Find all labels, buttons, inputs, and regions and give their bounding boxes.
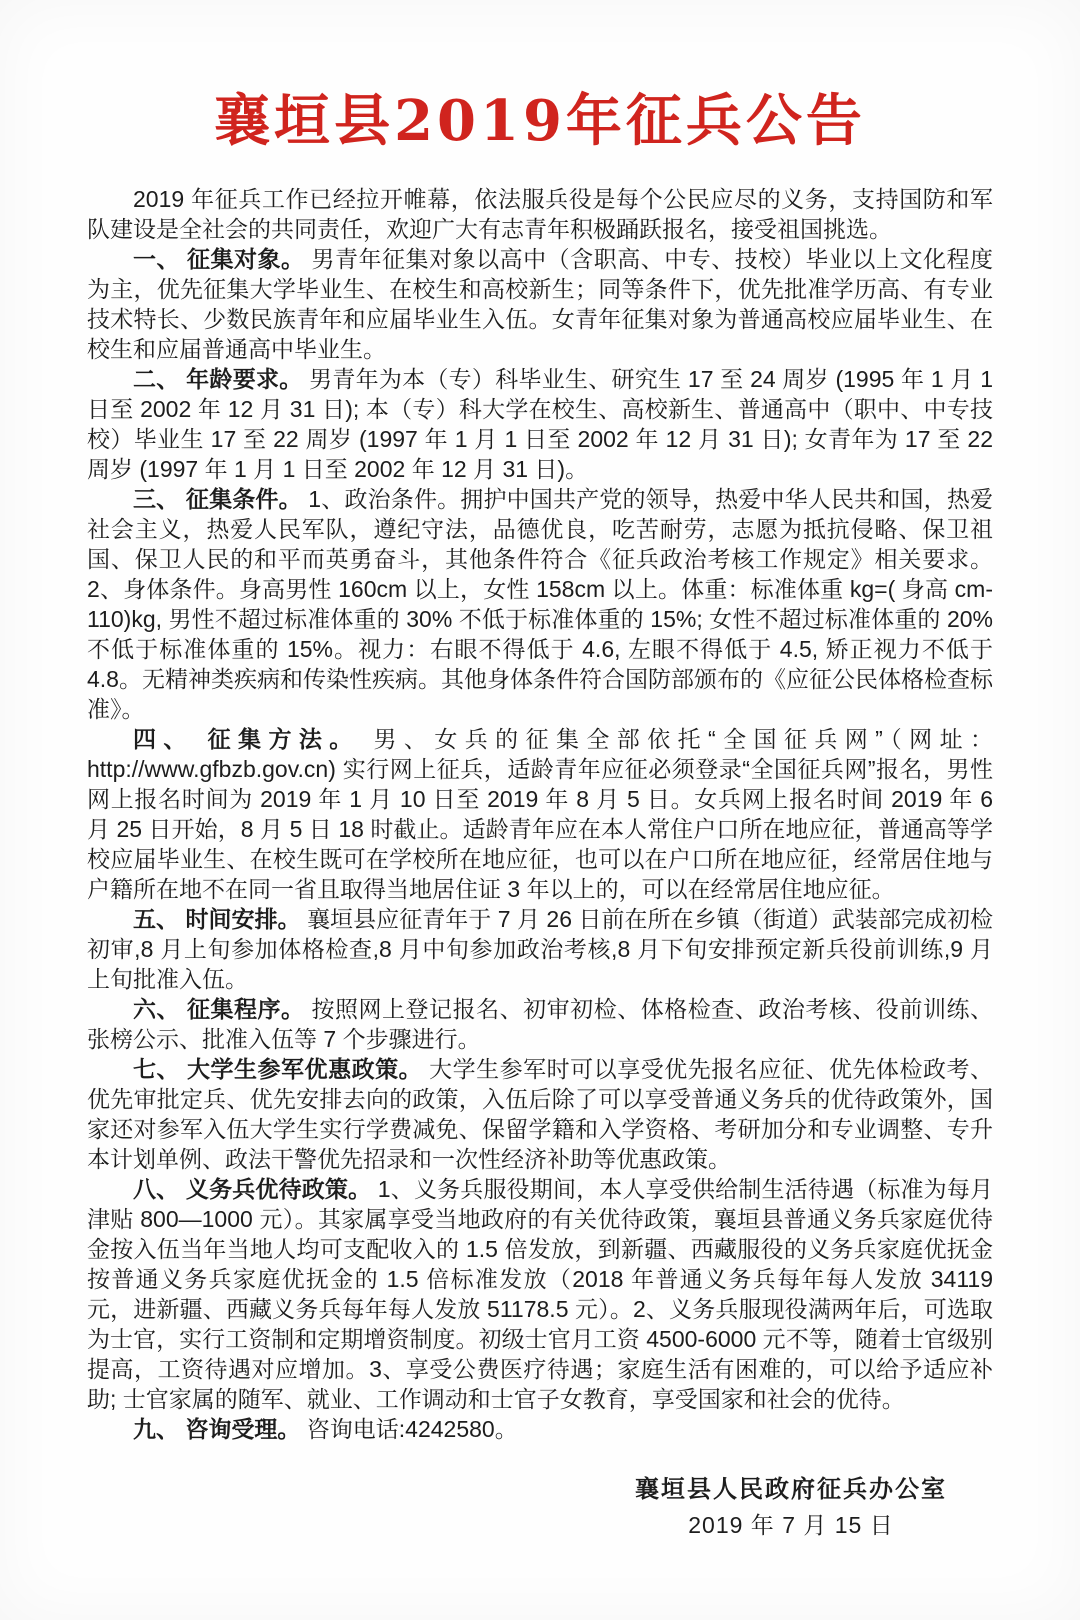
section-6-heading: 六、 征集程序。 bbox=[133, 996, 305, 1022]
paragraph-section-8 bbox=[87, 1174, 993, 1414]
paragraph-intro bbox=[87, 184, 993, 244]
paragraph-section-6 bbox=[87, 994, 993, 1054]
section-8-heading: 八、 义务兵优待政策。 bbox=[133, 1176, 372, 1202]
section-5-heading: 五、 时间安排。 bbox=[133, 906, 301, 932]
document-title: 襄垣县2019年征兵公告 bbox=[214, 88, 866, 154]
section-4-heading: 四、 征集方法。 bbox=[133, 726, 360, 752]
section-1-text: 男青年征集对象以高中（含职高、中专、技校）毕业以上文化程度为主，优先征集大学毕业生、在校生和高校新生；同等条件下，优先批准学历高、有专业技术特长、少数民族青年和应届毕业生入伍。女青年征集对象为普通高校应届毕业生、在校生和应届普通高中毕业生。 bbox=[87, 246, 994, 362]
paragraph-section-2 bbox=[87, 364, 993, 484]
section-7-text: 大学生参军时可以享受优先报名应征、优先体检政考、优先审批定兵、优先安排去向的政策，入伍后除了可以享受普通义务兵的优待政策外，国家还对参军入伍大学生实行学费减免、保留学籍和入学资格、考研加分和专业调整、专升本计划单例、政法干警优先招录和一次性经济补助等优惠政策。 bbox=[87, 1056, 994, 1172]
section-9-heading: 九、 咨询受理。 bbox=[133, 1416, 301, 1442]
document-body bbox=[87, 184, 993, 1444]
signature-date: 2019 年 7 月 15 日 bbox=[688, 1512, 894, 1538]
signature-organization: 襄垣县人民政府征兵办公室 bbox=[635, 1476, 947, 1503]
paragraph-section-7 bbox=[87, 1054, 993, 1174]
section-3-text: 1、政治条件。拥护中国共产党的领导，热爱中华人民共和国，热爱社会主义，热爱人民军队，遵纪守法，品德优良，吃苦耐劳，志愿为抵抗侵略、保卫祖国、保卫人民的和平而英勇奋斗，其他条件符合《征兵政治考核工作规定》相关要求。2、身体条件。身高男性 160cm 以上，女性 158cm 以上。体重：标准体重 kg=( 身高 cm-110)kg, 男性不超过标准体重的 30% 不低于标准体重的 15%; 女性不超过标准体重的 20% 不低于标准体重的 15%。视力：右眼不得低于 4.6, 左眼不得低于 4.5, 矫正视力不低于 4.8。无精神类疾病和传染性疾病。其他身体条件符合国防部颁布的《应征公民体格检查标准》。 bbox=[87, 486, 994, 722]
signature-inner bbox=[635, 1472, 947, 1542]
section-3-heading: 三、 征集条件。 bbox=[133, 486, 302, 512]
section-8-text: 1、义务兵服役期间，本人享受供给制生活待遇（标准为每月津贴 800—1000 元）。其家属享受当地政府的有关优待政策，襄垣县普通义务兵家庭优待金按入伍当年当地人均可支配收入的 1.5 倍发放，到新疆、西藏服役的义务兵家庭优抚金按普通义务兵家庭优抚金的 1.5 倍标准发放（2018 年普通义务兵每年每人发放 34119 元，进新疆、西藏义务兵每年每人发放 51178.5 元）。2、义务兵服现役满两年后，可选取为士官，实行工资制和定期增资制度。初级士官月工资 4500-6000 元不等，随着士官级别提高，工资待遇对应增加。3、享受公费医疗待遇；家庭生活有困难的，可以给予适应补助; 士官家属的随军、就业、工作调动和士官子女教育，享受国家和社会的优待。 bbox=[87, 1176, 993, 1412]
section-5-text: 襄垣县应征青年于 7 月 26 日前在所在乡镇（街道）武装部完成初检初审,8 月上旬参加体格检查,8 月中旬参加政治考核,8 月下旬安排预定新兵役前训练,9 月上旬批准入伍。 bbox=[87, 906, 993, 992]
paragraph-section-3 bbox=[87, 484, 993, 724]
paragraph-intro-text: 2019 年征兵工作已经拉开帷幕，依法服兵役是每个公民应尽的义务，支持国防和军队建设是全社会的共同责任，欢迎广大有志青年积极踊跃报名，接受祖国挑选。 bbox=[87, 186, 993, 242]
section-4-text: 男、女兵的征集全部依托“全国征兵网”（网址：http://www.gfbzb.gov.cn) 实行网上征兵，适龄青年应征必须登录“全国征兵网”报名，男性网上报名时间为 2019 年 1 月 10 日至 2019 年 8 月 5 日。女兵网上报名时间 2019 年 6 月 25 日开始，8 月 5 日 18 时截止。适龄青年应在本人常住户口所在地应征，普通高等学校应届毕业生、在校生既可在学校所在地应征，也可以在户口所在地应征，经常居住地与户籍所在地不在同一省且取得当地居住证 3 年以上的，可以在经常居住地应征。 bbox=[87, 726, 993, 902]
section-6-text: 按照网上登记报名、初审初检、体格检查、政治考核、役前训练、张榜公示、批准入伍等 7 个步骤进行。 bbox=[87, 996, 994, 1052]
section-2-heading: 二、 年龄要求。 bbox=[133, 366, 303, 392]
paragraph-section-4 bbox=[87, 724, 993, 904]
paragraph-section-5 bbox=[87, 904, 993, 994]
section-1-heading: 一、 征集对象。 bbox=[133, 246, 305, 272]
section-9-text: 咨询电话:4242580。 bbox=[300, 1416, 518, 1442]
section-7-heading: 七、 大学生参军优惠政策。 bbox=[133, 1056, 423, 1082]
paragraph-section-9 bbox=[87, 1414, 993, 1444]
section-2-text: 男青年为本（专）科毕业生、研究生 17 至 24 周岁 (1995 年 1 月 1 日至 2002 年 12 月 31 日); 本（专）科大学在校生、高校新生、普通高中（职中、中专技校）毕业生 17 至 22 周岁 (1997 年 1 月 1 日至 2002 年 12 月 31 日); 女青年为 17 至 22 周岁 (1997 年 1 月 1 日至 2002 年 12 月 31 日)。 bbox=[87, 366, 993, 482]
signature-block bbox=[87, 1472, 947, 1542]
paragraph-section-1 bbox=[87, 244, 993, 364]
